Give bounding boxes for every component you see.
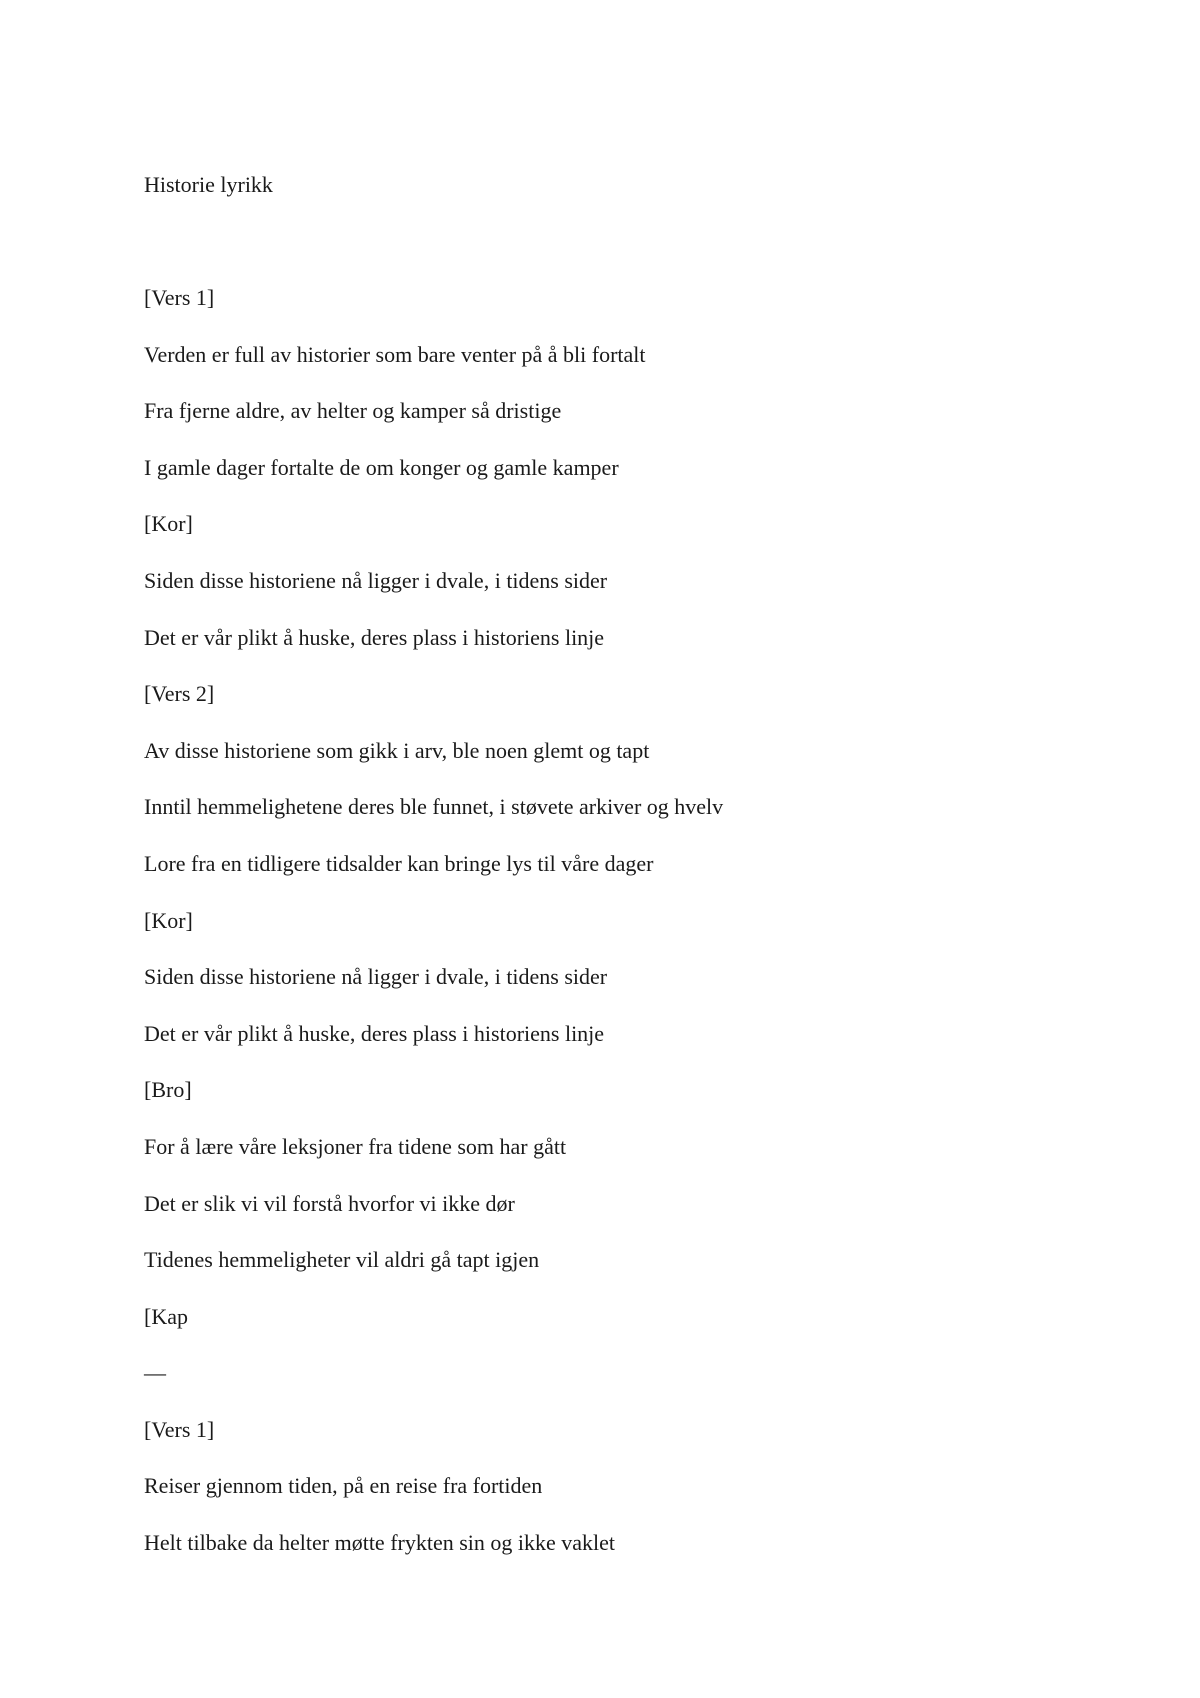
text-line: Fra fjerne aldre, av helter og kamper så dristige xyxy=(144,398,562,424)
text-line: Helt tilbake da helter møtte frykten sin og ikke vaklet xyxy=(144,1530,616,1556)
text-line: [Bro] xyxy=(144,1077,192,1103)
text-line: Av disse historiene som gikk i arv, ble noen glemt og tapt xyxy=(144,737,650,763)
text-line: Siden disse historiene nå ligger i dvale, i tidens sider xyxy=(144,567,608,593)
text-line: I gamle dager fortalte de om konger og gamle kamper xyxy=(144,454,619,480)
text-line: — xyxy=(144,1360,166,1386)
text-line: Det er vår plikt å huske, deres plass i historiens linje xyxy=(144,1020,605,1046)
document-title: Historie lyrikk xyxy=(144,172,273,197)
text-line: Siden disse historiene nå ligger i dvale, i tidens sider xyxy=(144,964,608,990)
text-line: Det er vår plikt å huske, deres plass i historiens linje xyxy=(144,624,605,650)
text-line: Tidenes hemmeligheter vil aldri gå tapt igjen xyxy=(144,1247,540,1273)
text-line: Reiser gjennom tiden, på en reise fra fortiden xyxy=(144,1473,543,1499)
text-line: [Kor] xyxy=(144,511,193,537)
text-line: [Vers 1] xyxy=(144,285,215,310)
text-line: Verden er full av historier som bare venter på å bli fortalt xyxy=(144,341,646,367)
text-line: [Vers 1] xyxy=(144,1416,215,1442)
text-line: Det er slik vi vil forstå hvorfor vi ikke dør xyxy=(144,1190,515,1216)
text-line: [Kap xyxy=(144,1303,188,1329)
lyrics-body xyxy=(144,283,723,1585)
text-line: [Vers 2] xyxy=(144,681,215,707)
text-line: Inntil hemmelighetene deres ble funnet, i støvete arkiver og hvelv xyxy=(144,794,724,820)
text-line: Lore fra en tidligere tidsalder kan bringe lys til våre dager xyxy=(144,850,654,876)
text-line: For å lære våre leksjoner fra tidene som har gått xyxy=(144,1133,567,1159)
text-line: [Kor] xyxy=(144,907,193,933)
